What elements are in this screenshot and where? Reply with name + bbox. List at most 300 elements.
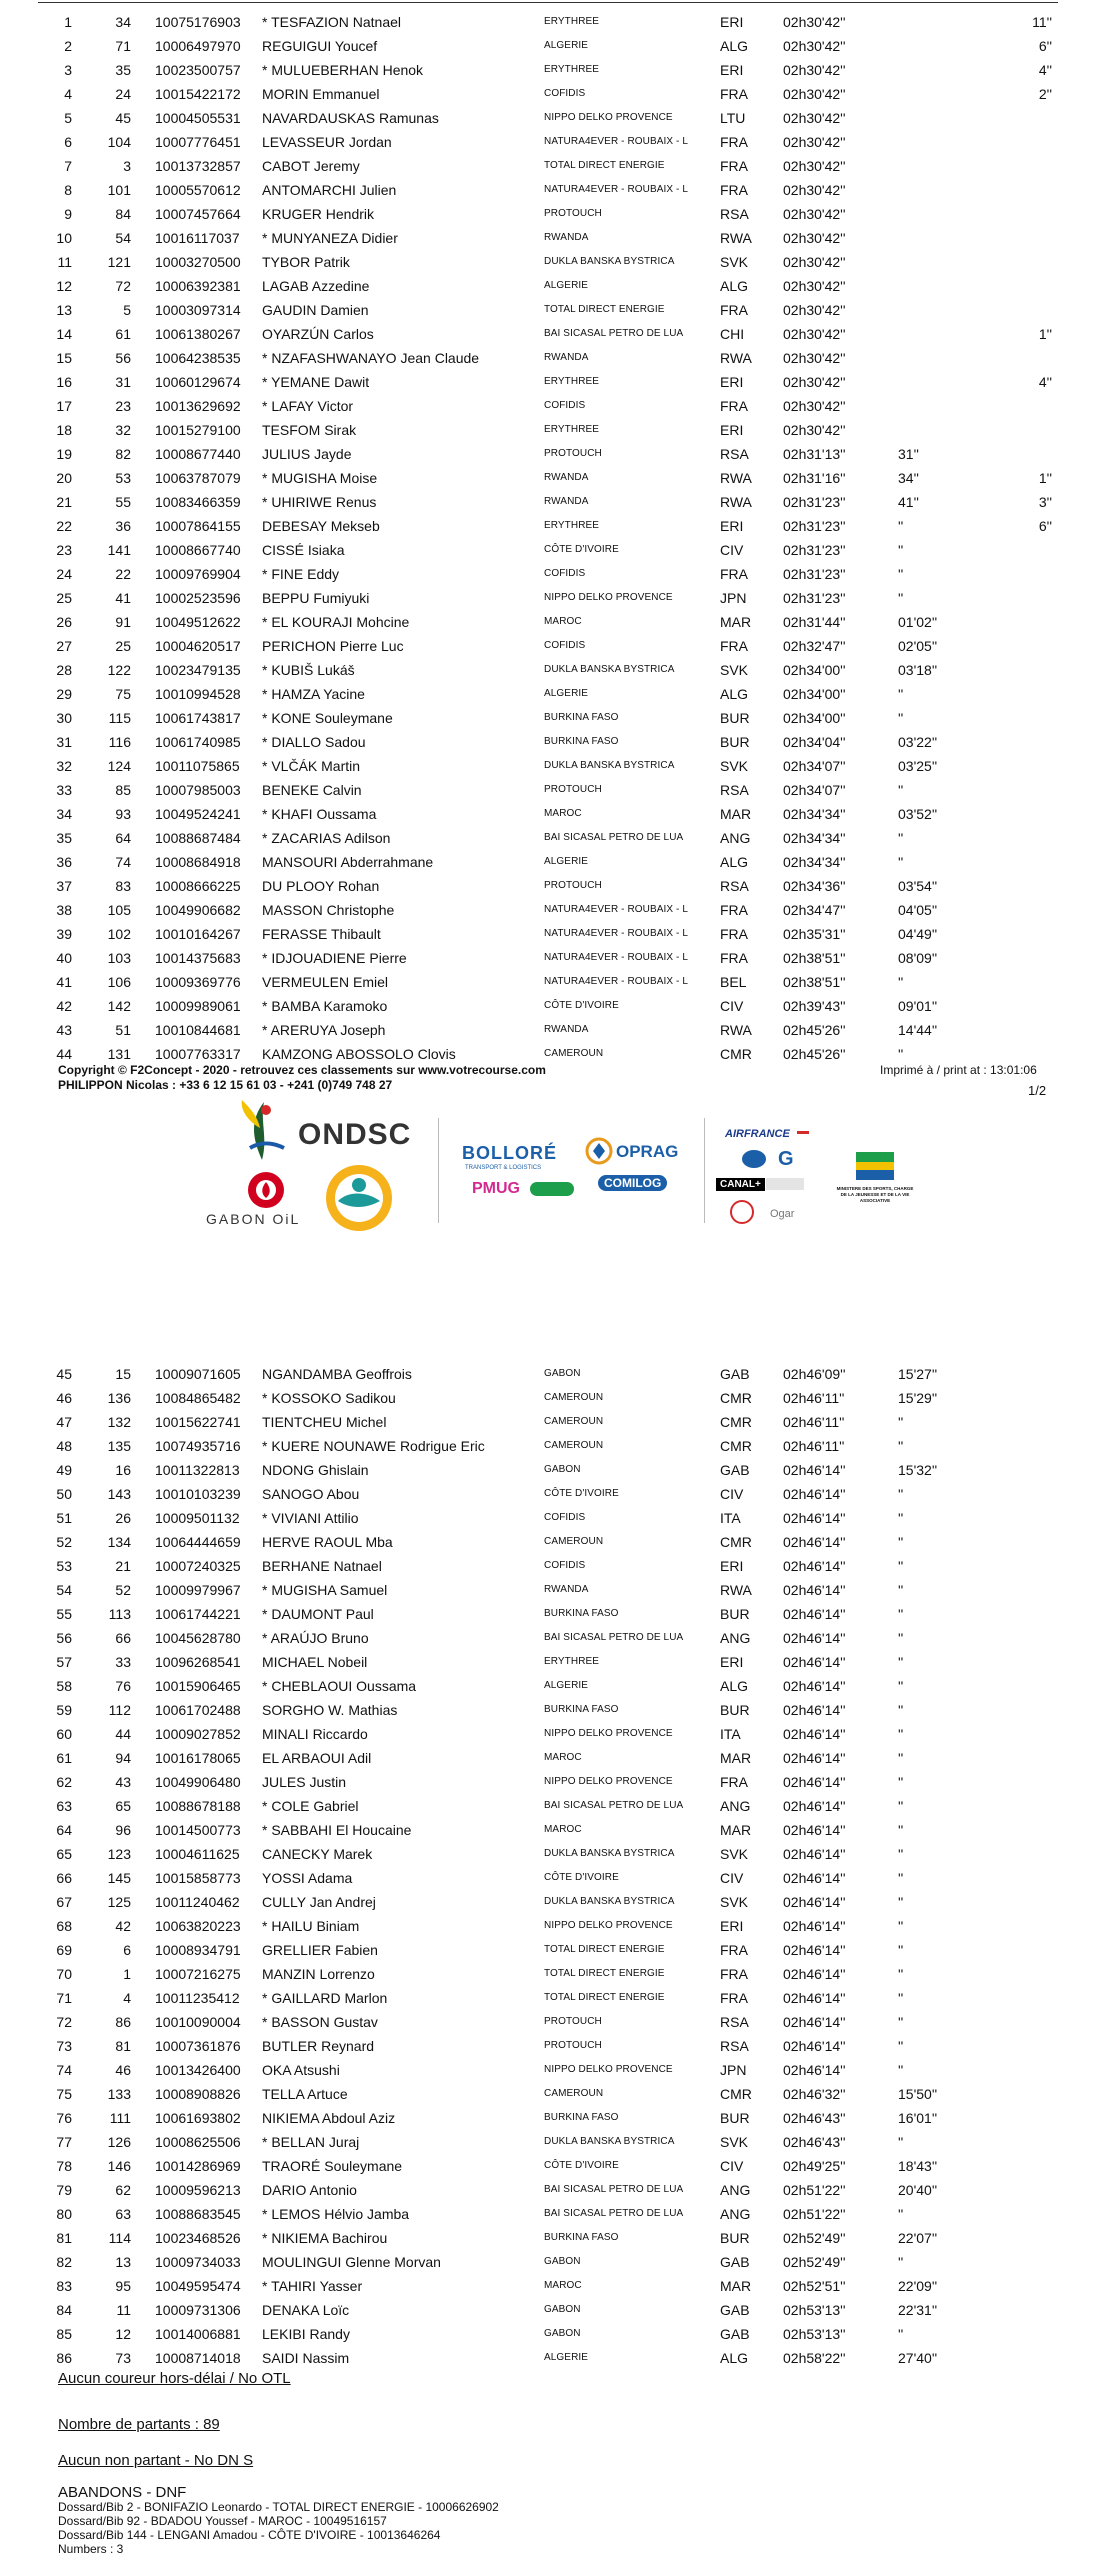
uci-id-cell: 10023468526 [155, 2230, 241, 2246]
gap-cell: 18'43'' [898, 2158, 938, 2174]
bib-cell: 62 [115, 2182, 131, 2198]
red-bar [797, 1131, 809, 1134]
nation-cell: ERI [720, 1654, 744, 1670]
team-cell: DUKLA BANSKA BYSTRICA [544, 1848, 675, 1859]
dnf-count: Numbers : 3 [58, 2542, 124, 2556]
rank-cell: 78 [56, 2158, 72, 2174]
rider-name-cell: LAGAB Azzedine [262, 278, 370, 294]
rank-cell: 77 [56, 2134, 72, 2150]
uci-id-cell: 10014375683 [155, 950, 241, 966]
bib-cell: 11 [116, 2302, 131, 2318]
team-cell: PROTOUCH [544, 208, 602, 219]
bib-cell: 15 [115, 1366, 131, 1382]
rider-name-cell: NIKIEMA Abdoul Aziz [262, 2110, 396, 2126]
time-cell: 02h30'42'' [783, 398, 846, 414]
time-cell: 02h34'04'' [783, 734, 846, 750]
uci-id-cell: 10007240325 [155, 1558, 241, 1574]
team-cell: TOTAL DIRECT ENERGIE [544, 1992, 665, 2003]
uci-id-cell: 10008934791 [155, 1942, 241, 1958]
gap-cell: '' [898, 1414, 904, 1430]
nation-cell: ALG [720, 278, 749, 294]
rider-name-cell: * COLE Gabriel [262, 1798, 359, 1814]
time-cell: 02h34'00'' [783, 662, 846, 678]
rank-cell: 44 [56, 1046, 72, 1062]
table-row [0, 1818, 1106, 1842]
time-cell: 02h34'34'' [783, 854, 846, 870]
rank-cell: 36 [56, 854, 72, 870]
team-cell: ERYTHREE [544, 64, 600, 75]
bib-cell: 65 [115, 1798, 131, 1814]
rank-cell: 28 [56, 662, 72, 678]
rank-cell: 12 [56, 278, 72, 294]
rider-name-cell: * KUBIŠ Lukáš [262, 662, 355, 678]
time-cell: 02h45'26'' [783, 1046, 846, 1062]
rank-cell: 65 [56, 1846, 72, 1862]
time-cell: 02h46'14'' [783, 1822, 846, 1838]
time-cell: 02h45'26'' [783, 1022, 846, 1038]
rank-cell: 4 [64, 86, 72, 102]
time-cell: 02h31'23'' [783, 590, 846, 606]
team-cell: MAROC [544, 616, 582, 627]
rank-cell: 34 [56, 806, 72, 822]
team-cell: GABON [544, 1464, 581, 1475]
rank-cell: 72 [56, 2014, 72, 2030]
time-cell: 02h46'14'' [783, 1774, 846, 1790]
gap-cell: 31'' [898, 446, 919, 462]
bib-cell: 114 [108, 2230, 131, 2246]
table-row [0, 2178, 1106, 2202]
rider-name-cell: MORIN Emmanuel [262, 86, 380, 102]
no-otl-note: Aucun coureur hors-délai / No OTL [58, 2370, 291, 2387]
gap-cell: 27'40'' [898, 2350, 938, 2366]
uci-id-cell: 10010164267 [155, 926, 241, 942]
bib-cell: 31 [115, 374, 131, 390]
time-cell: 02h31'23'' [783, 542, 846, 558]
time-cell: 02h30'42'' [783, 326, 846, 342]
gap-cell: '' [898, 1486, 904, 1502]
nation-cell: BEL [720, 974, 747, 990]
nation-cell: ANG [720, 2182, 751, 2198]
table-row [0, 1410, 1106, 1434]
team-cell: TOTAL DIRECT ENERGIE [544, 160, 665, 171]
rider-name-cell: * KHAFI Oussama [262, 806, 377, 822]
uci-id-cell: 10010103239 [155, 1486, 241, 1502]
rank-cell: 64 [56, 1822, 72, 1838]
gap-cell: '' [898, 830, 904, 846]
nation-cell: CIV [720, 998, 744, 1014]
nation-cell: FRA [720, 902, 748, 918]
dnf-title: ABANDONS - DNF [58, 2484, 187, 2501]
uci-id-cell: 10008625506 [155, 2134, 241, 2150]
footer-credits [58, 1063, 546, 1093]
table-row [0, 850, 1106, 874]
team-cell: CÔTE D'IVOIRE [544, 2160, 619, 2171]
bib-cell: 105 [107, 902, 131, 918]
time-cell: 02h46'14'' [783, 1726, 846, 1742]
rank-cell: 35 [56, 830, 72, 846]
gap-cell: '' [898, 1798, 904, 1814]
team-cell: ERYTHREE [544, 16, 600, 27]
uci-id-cell: 10061702488 [155, 1702, 241, 1718]
team-cell: PROTOUCH [544, 880, 602, 891]
rank-cell: 23 [56, 542, 72, 558]
rank-cell: 30 [56, 710, 72, 726]
team-cell: GABON [544, 2328, 581, 2339]
uci-id-cell: 10064238535 [155, 350, 241, 366]
results-table-page-2 [0, 1362, 1106, 2370]
time-cell: 02h30'42'' [783, 374, 846, 390]
rank-cell: 22 [56, 518, 72, 534]
time-cell: 02h30'42'' [783, 14, 846, 30]
bib-cell: 111 [109, 2110, 131, 2126]
team-cell: TOTAL DIRECT ENERGIE [544, 1944, 665, 1955]
gap-cell: '' [898, 1846, 904, 1862]
team-cell: COFIDIS [544, 400, 586, 411]
rider-name-cell: PERICHON Pierre Luc [262, 638, 404, 654]
pmug-logo: PMUG [472, 1180, 520, 1197]
nation-cell: RWA [720, 350, 752, 366]
time-cell: 02h34'47'' [783, 902, 846, 918]
team-cell: COFIDIS [544, 640, 586, 651]
time-cell: 02h34'00'' [783, 686, 846, 702]
table-row [0, 634, 1106, 658]
bonus-cell: 11'' [1032, 14, 1052, 30]
rider-name-cell: * TESFAZION Natnael [262, 14, 402, 30]
bib-cell: 6 [123, 1942, 131, 1958]
rider-name-cell: * DIALLO Sadou [262, 734, 366, 750]
rider-name-cell: DU PLOOY Rohan [262, 878, 380, 894]
team-cell: ALGERIE [544, 280, 589, 291]
uci-id-cell: 10088683545 [155, 2206, 241, 2222]
rank-cell: 19 [56, 446, 72, 462]
uci-id-cell: 10007216275 [155, 1966, 241, 1982]
bib-cell: 21 [115, 1558, 131, 1574]
bib-cell: 63 [115, 2206, 131, 2222]
air-france-logo: AIRFRANCE [725, 1128, 790, 1140]
rider-name-cell: * YEMANE Dawit [262, 374, 370, 390]
bib-cell: 85 [115, 782, 131, 798]
circular-emblem-icon [324, 1163, 394, 1233]
bib-cell: 4 [123, 1990, 131, 2006]
rank-cell: 25 [56, 590, 72, 606]
rider-name-cell: MICHAEL Nobeil [262, 1654, 368, 1670]
rank-cell: 32 [56, 758, 72, 774]
rider-name-cell: CISSÉ Isiaka [262, 542, 345, 558]
time-cell: 02h46'11'' [783, 1390, 845, 1406]
gap-cell: 08'09'' [898, 950, 938, 966]
time-cell: 02h34'36'' [783, 878, 846, 894]
uci-id-cell: 10015279100 [155, 422, 241, 438]
rank-cell: 21 [56, 494, 72, 510]
team-cell: CAMEROUN [544, 1416, 604, 1427]
time-cell: 02h46'43'' [783, 2134, 846, 2150]
time-cell: 02h53'13'' [783, 2326, 846, 2342]
rider-name-cell: MOULINGUI Glenne Morvan [262, 2254, 441, 2270]
team-cell: GABON [544, 2256, 581, 2267]
nation-cell: LTU [720, 110, 746, 126]
rider-name-cell: SORGHO W. Mathias [262, 1702, 398, 1718]
table-row [0, 658, 1106, 682]
time-cell: 02h30'42'' [783, 302, 846, 318]
uci-id-cell: 10088687484 [155, 830, 241, 846]
time-cell: 02h30'42'' [783, 182, 846, 198]
gap-cell: '' [898, 1510, 904, 1526]
rider-name-cell: * HAILU Biniam [262, 1918, 360, 1934]
time-cell: 02h34'07'' [783, 782, 846, 798]
nation-cell: ERI [720, 374, 744, 390]
nation-cell: FRA [720, 950, 748, 966]
bib-cell: 33 [115, 1654, 131, 1670]
table-row [0, 466, 1106, 490]
bib-cell: 32 [115, 422, 131, 438]
rank-cell: 45 [56, 1366, 72, 1382]
time-cell: 02h31'44'' [783, 614, 846, 630]
rank-cell: 82 [56, 2254, 72, 2270]
table-row [0, 2154, 1106, 2178]
team-cell: NATURA4EVER - ROUBAIX - L [544, 136, 689, 147]
team-cell: COFIDIS [544, 568, 586, 579]
rider-name-cell: * VLČÁK Martin [262, 758, 361, 774]
time-cell: 02h46'14'' [783, 1750, 846, 1766]
team-cell: DUKLA BANSKA BYSTRICA [544, 664, 675, 675]
gap-cell: 03'52'' [898, 806, 938, 822]
rider-name-cell: TYBOR Patrik [262, 254, 350, 270]
time-cell: 02h46'14'' [783, 1630, 846, 1646]
time-cell: 02h53'13'' [783, 2302, 846, 2318]
nation-cell: RSA [720, 2038, 749, 2054]
nation-cell: ANG [720, 830, 751, 846]
sponsor-circle-badge [742, 1150, 766, 1168]
time-cell: 02h39'43'' [783, 998, 846, 1014]
bollore-subtitle: TRANSPORT & LOGISTICS [465, 1165, 542, 1171]
team-cell: ALGERIE [544, 40, 589, 51]
gap-cell: '' [898, 1966, 904, 1982]
uci-id-cell: 10013426400 [155, 2062, 241, 2078]
gabon-coat-of-arms-icon [852, 1148, 898, 1184]
gap-cell: '' [898, 1582, 904, 1598]
uci-id-cell: 10063787079 [155, 470, 241, 486]
bib-cell: 71 [115, 38, 131, 54]
rider-name-cell: CANECKY Marek [262, 1846, 373, 1862]
time-cell: 02h46'14'' [783, 1918, 846, 1934]
rider-name-cell: KAMZONG ABOSSOLO Clovis [262, 1046, 456, 1062]
time-cell: 02h30'42'' [783, 158, 846, 174]
team-cell: MAROC [544, 2280, 582, 2291]
uci-id-cell: 10016178065 [155, 1750, 241, 1766]
rider-name-cell: NDONG Ghislain [262, 1462, 369, 1478]
uci-id-cell: 10015622741 [155, 1414, 241, 1430]
table-row [0, 2226, 1106, 2250]
time-cell: 02h30'42'' [783, 350, 846, 366]
team-cell: PROTOUCH [544, 2016, 602, 2027]
nation-cell: FRA [720, 134, 748, 150]
team-cell: NATURA4EVER - ROUBAIX - L [544, 184, 689, 195]
rank-cell: 60 [56, 1726, 72, 1742]
rider-name-cell: * UHIRIWE Renus [262, 494, 377, 510]
rank-cell: 66 [56, 1870, 72, 1886]
time-cell: 02h38'51'' [783, 974, 846, 990]
uci-id-cell: 10010994528 [155, 686, 241, 702]
bib-cell: 12 [115, 2326, 131, 2342]
rank-cell: 46 [56, 1390, 72, 1406]
table-row [0, 130, 1106, 154]
rider-name-cell: * CHEBLAOUI Oussama [262, 1678, 417, 1694]
bib-cell: 13 [115, 2254, 131, 2270]
table-row [0, 682, 1106, 706]
page-number: 1/2 [1028, 1083, 1047, 1098]
table-row [0, 1530, 1106, 1554]
bib-cell: 122 [107, 662, 131, 678]
team-cell: NATURA4EVER - ROUBAIX - L [544, 904, 689, 915]
rank-cell: 18 [56, 422, 72, 438]
table-row [0, 514, 1106, 538]
nation-cell: ALG [720, 38, 749, 54]
time-cell: 02h46'14'' [783, 1654, 846, 1670]
table-row [0, 1554, 1106, 1578]
rider-name-cell: * BAMBA Karamoko [262, 998, 388, 1014]
no-dns-note: Aucun non partant - No DN S [58, 2452, 254, 2469]
rider-name-cell: DENAKA Loïc [262, 2302, 350, 2318]
table-row [0, 1626, 1106, 1650]
table-row [0, 250, 1106, 274]
bib-cell: 94 [115, 1750, 131, 1766]
rank-cell: 33 [56, 782, 72, 798]
gap-cell: '' [898, 2062, 904, 2078]
uci-id-cell: 10009979967 [155, 1582, 241, 1598]
table-row [0, 2106, 1106, 2130]
bib-cell: 3 [123, 158, 131, 174]
bib-cell: 96 [115, 1822, 131, 1838]
time-cell: 02h31'16'' [783, 470, 846, 486]
gap-cell: 14'44'' [898, 1022, 938, 1038]
rider-name-cell: BENEKE Calvin [262, 782, 362, 798]
rank-cell: 61 [56, 1750, 72, 1766]
nation-cell: SVK [720, 2134, 749, 2150]
time-cell: 02h31'23'' [783, 566, 846, 582]
bib-cell: 102 [107, 926, 131, 942]
bib-cell: 16 [115, 1462, 131, 1478]
rank-cell: 5 [64, 110, 72, 126]
team-cell: BURKINA FASO [544, 1608, 619, 1619]
rank-cell: 7 [64, 158, 72, 174]
table-row [0, 1482, 1106, 1506]
comilog-logo: COMILOG [598, 1175, 667, 1191]
time-cell: 02h46'11'' [783, 1414, 845, 1430]
gap-cell: '' [898, 1678, 904, 1694]
bib-cell: 86 [115, 2014, 131, 2030]
uci-id-cell: 10004620517 [155, 638, 241, 654]
uci-id-cell: 10074935716 [155, 1438, 241, 1454]
results-table-page-1 [0, 10, 1106, 1066]
rank-cell: 73 [56, 2038, 72, 2054]
time-cell: 02h46'14'' [783, 1462, 846, 1478]
rank-cell: 17 [56, 398, 72, 414]
time-cell: 02h30'42'' [783, 278, 846, 294]
rider-name-cell: * KONE Souleymane [262, 710, 393, 726]
rank-cell: 3 [64, 62, 72, 78]
time-cell: 02h46'14'' [783, 1798, 846, 1814]
rider-name-cell: * MUGISHA Samuel [262, 1582, 388, 1598]
time-cell: 02h46'09'' [783, 1366, 846, 1382]
uci-id-cell: 10002523596 [155, 590, 241, 606]
logo-divider [438, 1118, 439, 1223]
nation-cell: RWA [720, 494, 752, 510]
time-cell: 02h30'42'' [783, 422, 846, 438]
gap-cell: '' [898, 2038, 904, 2054]
team-cell: RWANDA [544, 472, 589, 483]
table-row [0, 58, 1106, 82]
uci-id-cell: 10007776451 [155, 134, 241, 150]
nation-cell: CMR [720, 1438, 752, 1454]
gap-cell: '' [898, 1046, 904, 1062]
rider-name-cell: OYARZÚN Carlos [262, 326, 374, 342]
nation-cell: CHI [720, 326, 745, 342]
rider-name-cell: * NZAFASHWANAYO Jean Claude [262, 350, 480, 366]
gap-cell: '' [898, 1702, 904, 1718]
time-cell: 02h38'51'' [783, 950, 846, 966]
rank-cell: 79 [56, 2182, 72, 2198]
uci-id-cell: 10014500773 [155, 1822, 241, 1838]
team-cell: NATURA4EVER - ROUBAIX - L [544, 928, 689, 939]
time-cell: 02h30'42'' [783, 62, 846, 78]
bib-cell: 131 [107, 1046, 131, 1062]
nation-cell: GAB [720, 2254, 750, 2270]
bib-cell: 22 [115, 566, 131, 582]
bib-cell: 42 [115, 1918, 131, 1934]
nation-cell: CIV [720, 1870, 744, 1886]
bib-cell: 113 [108, 1606, 131, 1622]
uci-id-cell: 10011075865 [155, 758, 240, 774]
uci-id-cell: 10008677440 [155, 446, 241, 462]
table-row [0, 2274, 1106, 2298]
bib-cell: 104 [107, 134, 131, 150]
uci-id-cell: 10009734033 [155, 2254, 241, 2270]
team-cell: PROTOUCH [544, 448, 602, 459]
rank-cell: 57 [56, 1654, 72, 1670]
rank-cell: 51 [56, 1510, 72, 1526]
rider-name-cell: * NIKIEMA Bachirou [262, 2230, 388, 2246]
table-row [0, 10, 1106, 34]
time-cell: 02h52'49'' [783, 2230, 846, 2246]
uci-id-cell: 10010844681 [155, 1022, 241, 1038]
nation-cell: MAR [720, 1750, 752, 1766]
contact-text: PHILIPPON Nicolas : +33 6 12 15 61 03 - +241 (0)749 748 27 [58, 1078, 393, 1092]
table-row [0, 2322, 1106, 2346]
rank-cell: 80 [56, 2206, 72, 2222]
oprag-logo: OPRAG [616, 1142, 679, 1161]
table-row [0, 1770, 1106, 1794]
gap-cell: '' [898, 518, 904, 534]
nation-cell: FRA [720, 1942, 748, 1958]
table-row [0, 82, 1106, 106]
rank-cell: 58 [56, 1678, 72, 1694]
gap-cell: '' [898, 1918, 904, 1934]
team-cell: ERYTHREE [544, 1656, 600, 1667]
rank-cell: 24 [56, 566, 72, 582]
gap-cell: 03'25'' [898, 758, 938, 774]
rank-cell: 84 [56, 2302, 72, 2318]
nation-cell: ALG [720, 1678, 749, 1694]
ogar-logo: Ogar [770, 1208, 795, 1220]
rider-name-cell: MANZIN Lorrenzo [262, 1966, 375, 1982]
rider-name-cell: * BELLAN Juraj [262, 2134, 360, 2150]
time-cell: 02h46'14'' [783, 1942, 846, 1958]
gap-cell: 22'31'' [898, 2302, 938, 2318]
table-row [0, 1506, 1106, 1530]
table-row [0, 1866, 1106, 1890]
table-row [0, 1722, 1106, 1746]
time-cell: 02h46'14'' [783, 1534, 846, 1550]
